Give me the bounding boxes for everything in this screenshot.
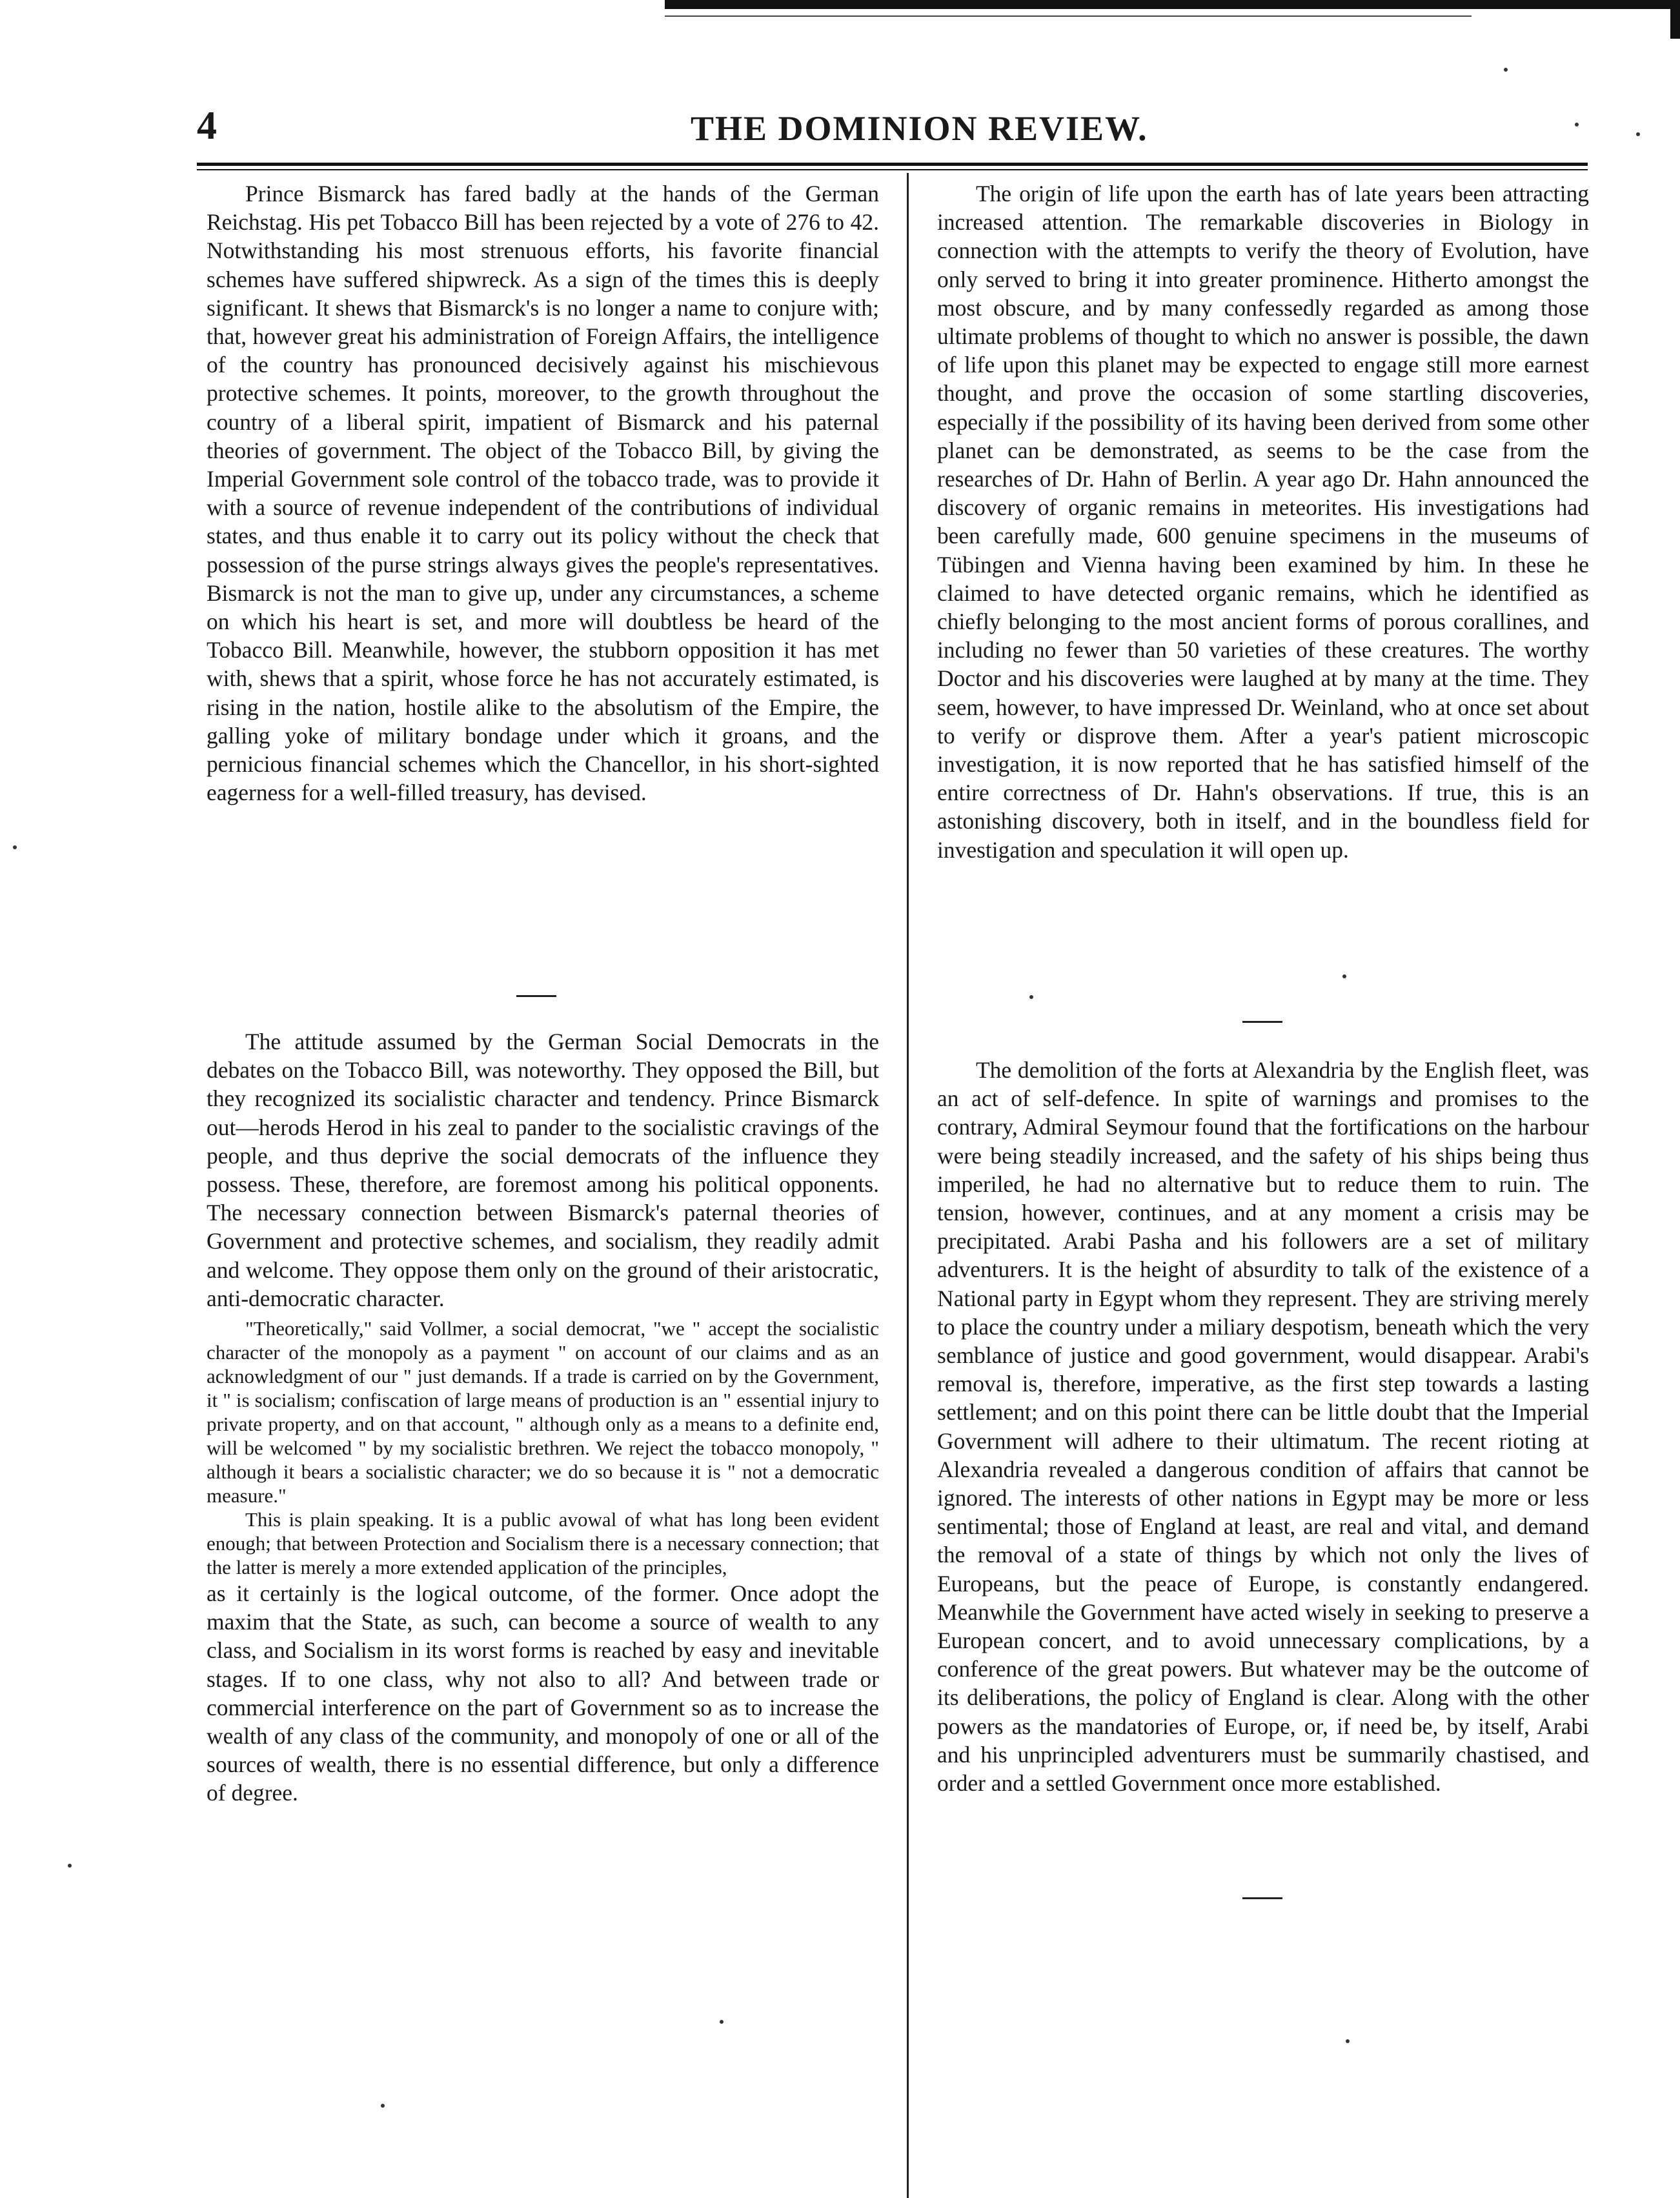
right-article-alexandria [937, 1056, 1589, 1797]
scan-speck [68, 1864, 72, 1868]
top-border-bar [665, 0, 1680, 9]
left-article-bismarck-text: Prince Bismarck has fared badly at the hands of the German Reichstag. His pet Tobacco Bill has been rejected by a vote of 276 to 42. Notwithstanding his most strenuous efforts, his favorite financial schemes have suffered shipwreck. As a sign of the times this is deeply significant. It shews that Bismarck's is no longer a name to conjure with; that, however great his administration of Foreign Affairs, the intelligence of the country has pronounced decisively against his mischievous protective schemes. It points, moreover, to the growth throughout the country of a liberal spirit, impatient of Bismarck and his paternal theories of government. The object of the Tobacco Bill, by giving the Imperial Government sole control of the tobacco trade, was to provide it with a source of revenue independent of the contributions of individual states, and thus enable it to carry out its policy without the check that possession of the purse strings always gives the people's representatives. Bismarck is not the man to give up, under any circumstances, a scheme on which his heart is set, and more will doubtless be heard of the Tobacco Bill. Meanwhile, however, the stubborn opposition it has met with, shews that a spirit, whose force he has not accurately estimated, is rising in the nation, hostile alike to the absolutism of the Empire, the galling yoke of military bondage under which it groans, and the pernicious financial schemes which the Chancellor, in his short-sighted eagerness for a well-filled treasury, has devised. [207, 181, 879, 806]
header-rule-thin [197, 169, 1588, 170]
page-number: 4 [197, 104, 217, 148]
plain-speaking-small: This is plain speaking. It is a public avowal of what has long been evident enough; that between Protection and Socialism there is a necessary connection; that the latter is merely a more extended application of the principles, [207, 1508, 879, 1579]
column-divider [907, 173, 909, 2198]
right-edge-mark [1670, 0, 1680, 39]
scan-speck [1636, 132, 1640, 136]
scan-speck [1504, 68, 1508, 72]
scan-speck [720, 2020, 724, 2024]
right-article-origin-of-life [937, 179, 1589, 864]
scan-speck [1342, 974, 1346, 978]
plain-speaking-rest: as it certainly is the logical outcome, of the former. Once adopt the maxim that the State, as such, can become a source of wealth to any class, and Socialism in its worst forms is reached by easy and inevitable stages. If to one class, why not also to all? And between trade or commercial interference on the part of Government so as to increase the wealth of any class of the community, and monopoly of one or all of the sources of wealth, there is no essential difference, but only a difference of degree. [207, 1580, 879, 1806]
left-separator-rule [516, 995, 556, 997]
scan-speck [1346, 2039, 1350, 2043]
right-separator-rule [1242, 1021, 1282, 1023]
top-border-thin-line [665, 15, 1472, 17]
plain-speaking-paragraph [207, 1507, 879, 1808]
social-democrats-paragraph-1: The attitude assumed by the German Social Democrats in the debates on the Tobacco Bill, was noteworthy. They opposed the Bill, but they recognized its socialistic character and tendency. Prince Bismarck out—herods Herod in his zeal to pander to the socialistic cravings of the people, and thus deprive the social democrats of the influence they possess. These, therefore, are foremost among his political opponents. The necessary connection between Bismarck's paternal theories of Government and protective schemes, and socialism, they readily admit and welcome. They oppose them only on the ground of their aristocratic, anti-democratic character. [207, 1029, 879, 1311]
scan-speck [1575, 123, 1579, 126]
scan-speck [1029, 995, 1033, 999]
scan-speck [381, 2104, 385, 2108]
bottom-separator-rule [1242, 1897, 1282, 1899]
vollmer-quote [207, 1316, 879, 1507]
running-head-title: THE DOMINION REVIEW. [691, 109, 1148, 148]
right-article-origin-of-life-text: The origin of life upon the earth has of late years been attracting increased attention. The remarkable discoveries in Biology in connection with the attempts to verify the theory of Evolution, have only served to bring it into greater prominence. Hitherto amongst the most obscure, and by many confessedly regarded as among those ultimate problems of thought to which no answer is possible, the dawn of life upon this planet may be expected to engage still more earnest thought, and prove the occasion of some startling discoveries, especially if the possibility of its having been derived from some other planet can be demonstrated, as seems to be the case from the researches of Dr. Hahn of Berlin. A year ago Dr. Hahn announced the discovery of organic remains in meteorites. His investigations had been carefully made, 600 genuine specimens in the museums of Tübingen and Vienna having been examined by him. In these he claimed to have detected organic remains, which he identified as chiefly belonging to the most ancient forms of porous corallines, and including no fewer than 50 varieties of these creatures. The worthy Doctor and his discoveries were laughed at by many at the time. They seem, however, to have impressed Dr. Weinland, who at once set about to verify or disprove them. After a year's patient microscopic investigation, it is now reported that he has satisfied himself of the entire correctness of Dr. Hahn's observations. If true, this is an astonishing discovery, both in itself, and in the boundless field for investigation and speculation it will open up. [937, 181, 1589, 863]
scan-speck [13, 845, 17, 849]
right-article-alexandria-text: The demolition of the forts at Alexandria by the English fleet, was an act of self-defence. In spite of warnings and promises to the contrary, Admiral Seymour found that the fortifications on the harbour were being steadily increased, and the safety of his ships being thus imperiled, he had no alternative but to reduce them to ruin. The tension, however, continues, and at any moment a crisis may be precipitated. Arabi Pasha and his followers are a set of military adventurers. It is the height of absurdity to talk of the existence of a National party in Egypt whom they represent. They are striving merely to place the country under a miliary despotism, beneath which the very semblance of justice and good government, would disappear. Arabi's removal is, therefore, imperative, as the first step towards a lasting settlement; and on this point there can be little doubt that the Imperial Government will adhere to their ultimatum. The recent rioting at Alexandria revealed a dangerous condition of affairs that cannot be ignored. The interests of other nations in Egypt may be more or less sentimental; those of England at least, are real and vital, and demand the removal of a state of things by which not only the lives of Europeans, but the peace of Europe, is constantly endangered. Meanwhile the Government have acted wisely in seeking to preserve a European concert, and to avoid unnecessary complications, by a conference of the great powers. But whatever may be the outcome of its deliberations, the policy of England is clear. Along with the other powers as the mandatories of Europe, or, if need be, by itself, Arabi and his unprincipled adventurers must be summarily chastised, and order and a settled Government once more established. [937, 1057, 1589, 1797]
vollmer-quote-text: "Theoretically," said Vollmer, a social democrat, "we " accept the socialistic character of the monopoly as a payment " on account of our claims and as an acknowledgment of our " just demands. If a trade is carried on by the Government, it " is socialism; confiscation of large means of production is an " essential injury to private property, and on that account, " although only as a means to a definite end, will be welcomed " by my socialistic brethren. We reject the tobacco monopoly, " although it bears a socialistic character; we do so because it is " not a democratic measure." [207, 1317, 879, 1507]
left-article-social-democrats [207, 1027, 879, 1808]
header-rule-thick [197, 163, 1588, 166]
left-article-bismarck [207, 179, 879, 807]
